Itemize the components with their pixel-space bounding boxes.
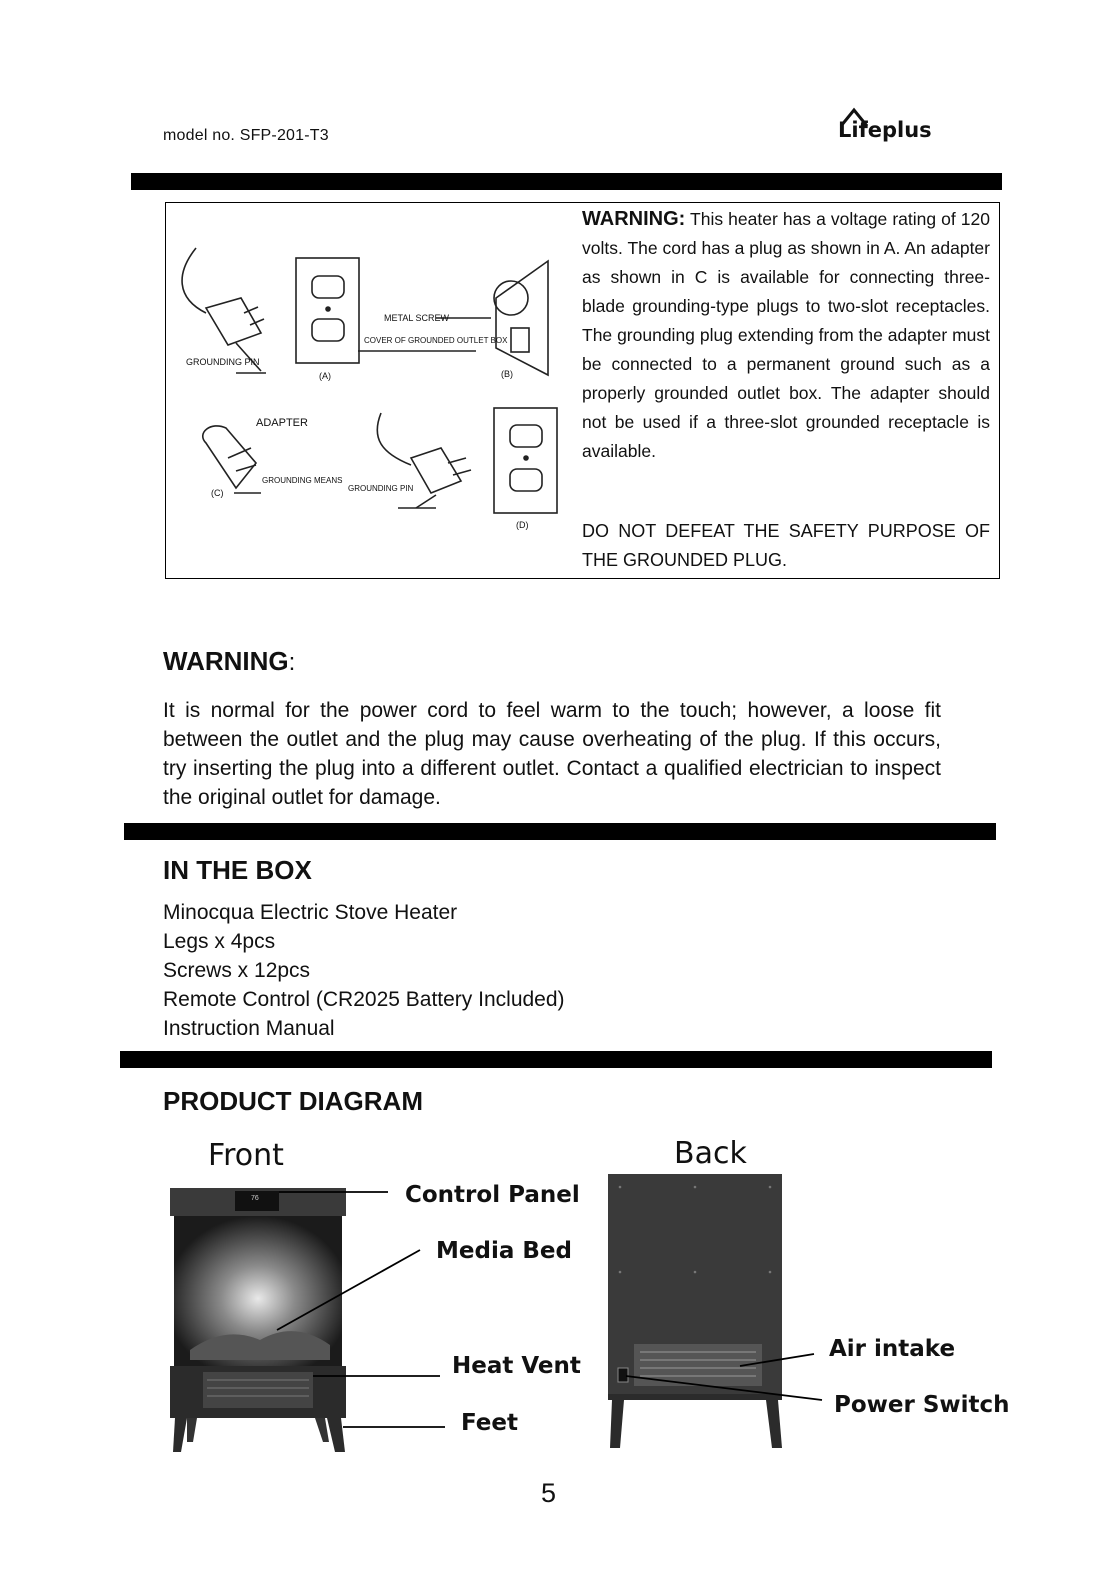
- label-grounding-means: GROUNDING MEANS: [262, 476, 343, 485]
- back-caption: Back: [674, 1136, 747, 1171]
- power-switch: [618, 1368, 628, 1382]
- front-caption: Front: [208, 1138, 284, 1173]
- back-stove-image: [600, 1172, 840, 1462]
- section-rule: [120, 1051, 992, 1068]
- label-metal-screw: METAL SCREW: [384, 313, 450, 323]
- grounding-figure: [166, 203, 576, 573]
- plug-a: [206, 298, 261, 345]
- label-grounding-pin-a: GROUNDING PIN: [186, 357, 260, 367]
- product-diagram-heading: PRODUCT DIAGRAM: [163, 1086, 423, 1116]
- plug-cord-2: [377, 413, 411, 465]
- list-item: Minocqua Electric Stove Heater: [163, 901, 458, 924]
- label-b: (B): [501, 369, 513, 379]
- heat-vent: [203, 1372, 313, 1408]
- leg: [187, 1418, 197, 1442]
- section-rule: [131, 173, 1002, 190]
- in-the-box-heading: IN THE BOX: [163, 855, 312, 885]
- warning-heading: [163, 646, 295, 677]
- brand-name: Lifeplus: [838, 118, 932, 142]
- do-not-defeat-notice: DO NOT DEFEAT THE SAFETY PURPOSE OF THE GROUNDED PLUG.: [582, 521, 990, 570]
- leg: [315, 1418, 329, 1442]
- stove-back-base: [608, 1394, 782, 1400]
- page-number: 5: [541, 1478, 557, 1508]
- plug-cord: [182, 248, 206, 313]
- list-item: Screws x 12pcs: [163, 959, 311, 982]
- grounding-warning-label: WARNING:: [582, 208, 686, 230]
- adapter-b: [496, 261, 548, 375]
- callout-heat-vent: Heat Vent: [452, 1353, 581, 1379]
- warning-paragraph: It is normal for the power cord to feel warm to the touch; however, a loose fit between the outlet and the plug may cause overheating of the plug. If this occurs, try inserting the plug into a different outlet. Contact a qualified electrician to inspect the original outlet for damage.: [163, 699, 941, 809]
- warning-title: WARNING: [163, 646, 289, 676]
- callout-control-panel: Control Panel: [405, 1182, 580, 1208]
- warning-colon: :: [288, 649, 296, 676]
- leg: [610, 1400, 624, 1448]
- display-reading: 76: [251, 1195, 259, 1202]
- callout-feet: Feet: [461, 1410, 518, 1436]
- callout-power-switch: Power Switch: [834, 1392, 1010, 1418]
- leg: [766, 1400, 782, 1448]
- callout-media-bed: Media Bed: [436, 1238, 572, 1264]
- grounding-warning-text: [582, 205, 990, 466]
- label-c: (C): [211, 488, 224, 498]
- callout-air-intake: Air intake: [829, 1336, 956, 1362]
- leg: [173, 1418, 187, 1452]
- list-item: Legs x 4pcs: [163, 930, 276, 953]
- label-grounding-pin-c: GROUNDING PIN: [348, 484, 414, 493]
- grounding-warning-body: This heater has a voltage rating of 120 volts. The cord has a plug as shown in A. An adapter as shown in C is available for connecting three-blade grounding-type plugs to two-slot receptacles. The grounding plug extending from the adapter must be connected to a permanent ground such as a properly grounded outlet box. The adapter should not be used if a three-slot grounded receptacle is available.: [582, 209, 990, 461]
- plug-d: [411, 448, 461, 493]
- in-the-box-list: [163, 898, 565, 1043]
- label-a: (A): [319, 371, 331, 381]
- model-number: model no. SFP-201-T3: [163, 127, 329, 144]
- section-rule: [124, 823, 996, 840]
- grounding-warning-box: [165, 202, 1000, 579]
- label-adapter: ADAPTER: [256, 417, 308, 429]
- front-stove-image: [165, 1180, 585, 1480]
- list-item: Remote Control (CR2025 Battery Included): [163, 988, 565, 1011]
- label-d: (D): [516, 520, 529, 530]
- leg: [327, 1418, 345, 1452]
- brand-logo: [838, 104, 932, 146]
- label-cover: COVER OF GROUNDED OUTLET BOX: [364, 336, 508, 345]
- list-item: Instruction Manual: [163, 1017, 335, 1040]
